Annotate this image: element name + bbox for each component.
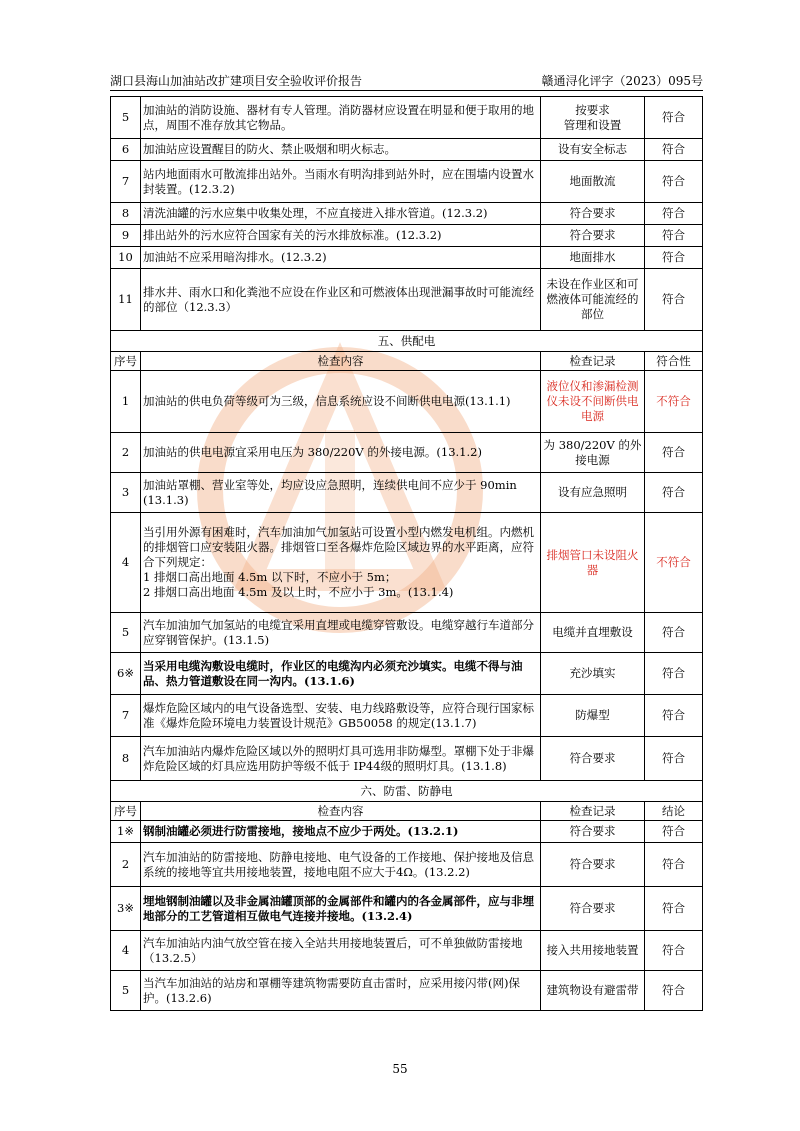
table-row	[111, 473, 703, 513]
table-row	[111, 225, 703, 247]
row-result: 符合	[645, 613, 703, 653]
row-content: 汽车加油站的防雷接地、防静电接地、电气设备的工作接地、保护接地及信息系统的接地等宜共用接地装置，接地电阻不应大于4Ω。(13.2.2)	[141, 843, 541, 887]
col-header-number: 序号	[111, 802, 141, 821]
section-title-power: 五、供配电	[111, 331, 703, 352]
report-number: 赣通浔化评字（2023）095号	[541, 74, 703, 88]
row-record: 建筑物设有避雷带	[541, 971, 645, 1011]
row-number: 3※	[111, 887, 141, 931]
col-header-content: 检查内容	[141, 352, 541, 371]
column-header-row	[111, 352, 703, 371]
table-row	[111, 203, 703, 225]
table-row	[111, 97, 703, 139]
row-content: 排出站外的污水应符合国家有关的污水排放标准。(12.3.2)	[141, 225, 541, 247]
report-title: 湖口县海山加油站改扩建项目安全验收评价报告	[110, 74, 363, 88]
row-content: 钢制油罐必须进行防雷接地，接地点不应少于两处。(13.2.1)	[141, 821, 541, 843]
table-row	[111, 513, 703, 613]
row-number: 1※	[111, 821, 141, 843]
row-content: 爆炸危险区域内的电气设备选型、安装、电力线路敷设等，应符合现行国家标准《爆炸危险环境电力装置设计规范》GB50058 的规定(13.1.7)	[141, 695, 541, 737]
row-content: 加油站应设置醒目的防火、禁止吸烟和明火标志。	[141, 139, 541, 161]
row-number: 2	[111, 433, 141, 473]
col-header-record: 检查记录	[541, 802, 645, 821]
row-record: 按要求 管理和设置	[541, 97, 645, 139]
row-record: 符合要求	[541, 225, 645, 247]
row-content: 站内地面雨水可散流排出站外。当雨水有明沟排到站外时，应在围墙内设置水封装置。(12.3.2)	[141, 161, 541, 203]
row-content: 汽车加油加气加氢站的电缆宜采用直埋或电缆穿管敷设。电缆穿越行车道部分应穿钢管保护。(13.1.5)	[141, 613, 541, 653]
col-header-conclusion: 结论	[645, 802, 703, 821]
row-number: 7	[111, 695, 141, 737]
col-header-result: 符合性	[645, 352, 703, 371]
table-row	[111, 139, 703, 161]
section-title-lightning: 六、防雷、防静电	[111, 781, 703, 802]
row-result: 符合	[645, 843, 703, 887]
table-row	[111, 653, 703, 695]
table-row	[111, 737, 703, 781]
row-content: 当采用电缆沟敷设电缆时，作业区的电缆沟内必须充沙填实。电缆不得与油品、热力管道敷设在同一沟内。(13.1.6)	[141, 653, 541, 695]
page-header	[110, 70, 703, 91]
row-content: 埋地钢制油罐以及非金属油罐顶部的金属部件和罐内的各金属部件，应与非埋地部分的工艺管道相互做电气连接并接地。(13.2.4)	[141, 887, 541, 931]
row-number: 10	[111, 247, 141, 269]
row-record: 为 380/220V 的外接电源	[541, 433, 645, 473]
column-header-row	[111, 802, 703, 821]
row-number: 5	[111, 97, 141, 139]
row-number: 4	[111, 931, 141, 971]
row-record: 符合要求	[541, 843, 645, 887]
row-content: 加油站的供电电源宜采用电压为 380/220V 的外接电源。(13.1.2)	[141, 433, 541, 473]
row-result: 符合	[645, 247, 703, 269]
row-record: 符合要求	[541, 887, 645, 931]
row-number: 5	[111, 613, 141, 653]
section-title-row	[111, 331, 703, 352]
row-record: 电缆并直埋敷设	[541, 613, 645, 653]
row-number: 8	[111, 203, 141, 225]
row-number: 8	[111, 737, 141, 781]
table-row	[111, 371, 703, 433]
col-header-record: 检查记录	[541, 352, 645, 371]
row-content: 清洗油罐的污水应集中收集处理，不应直接进入排水管道。(12.3.2)	[141, 203, 541, 225]
row-content: 加油站的供电负荷等级可为三级，信息系统应设不间断供电电源(13.1.1)	[141, 371, 541, 433]
row-number: 3	[111, 473, 141, 513]
row-content: 加油站不应采用暗沟排水。(12.3.2)	[141, 247, 541, 269]
table-row	[111, 971, 703, 1011]
row-number: 6	[111, 139, 141, 161]
row-record: 排烟管口未设阻火器	[541, 513, 645, 613]
table-row	[111, 821, 703, 843]
row-record: 液位仪和渗漏检测仪未设不间断供电电源	[541, 371, 645, 433]
row-content: 当汽车加油站的站房和罩棚等建筑物需要防直击雷时，应采用接闪带(网)保护。(13.2.6)	[141, 971, 541, 1011]
row-record: 设有安全标志	[541, 139, 645, 161]
row-content: 汽车加油站内油气放空管在接入全站共用接地装置后，可不单独做防雷接地（13.2.5）	[141, 931, 541, 971]
table-row	[111, 613, 703, 653]
row-result: 符合	[645, 653, 703, 695]
page-number: 55	[392, 1062, 408, 1076]
row-result: 符合	[645, 161, 703, 203]
row-record: 符合要求	[541, 821, 645, 843]
row-record: 未设在作业区和可燃液体可能流经的部位	[541, 269, 645, 331]
row-number: 2	[111, 843, 141, 887]
table-row	[111, 931, 703, 971]
row-record: 防爆型	[541, 695, 645, 737]
row-record: 符合要求	[541, 203, 645, 225]
col-header-number: 序号	[111, 352, 141, 371]
row-number: 6※	[111, 653, 141, 695]
row-record: 地面散流	[541, 161, 645, 203]
table-row	[111, 843, 703, 887]
row-result: 符合	[645, 473, 703, 513]
row-record: 接入共用接地装置	[541, 931, 645, 971]
row-result: 符合	[645, 931, 703, 971]
row-record: 地面排水	[541, 247, 645, 269]
row-result: 符合	[645, 971, 703, 1011]
table-row	[111, 161, 703, 203]
section-title-row	[111, 781, 703, 802]
row-result: 不符合	[645, 371, 703, 433]
row-content: 加油站的消防设施、器材有专人管理。消防器材应设置在明显和便于取用的地点，周围不准存放其它物品。	[141, 97, 541, 139]
table-row	[111, 433, 703, 473]
row-result: 不符合	[645, 513, 703, 613]
row-number: 9	[111, 225, 141, 247]
row-record: 设有应急照明	[541, 473, 645, 513]
table-row	[111, 269, 703, 331]
col-header-content: 检查内容	[141, 802, 541, 821]
row-result: 符合	[645, 821, 703, 843]
row-result: 符合	[645, 737, 703, 781]
row-number: 5	[111, 971, 141, 1011]
row-result: 符合	[645, 225, 703, 247]
row-content: 当引用外源有困难时，汽车加油加气加氢站可设置小型内燃发电机组。内燃机的排烟管口应安装阻火器。排烟管口至各爆炸危险区域边界的水平距离，应符合下列规定： 1 排烟口高出地面 4.5m 以下时，不应小于 5m； 2 排烟口高出地面 4.5m 及以上时，不应小于 3m。(13.1.4)	[141, 513, 541, 613]
row-result: 符合	[645, 433, 703, 473]
row-number: 7	[111, 161, 141, 203]
row-number: 4	[111, 513, 141, 613]
row-record: 符合要求	[541, 737, 645, 781]
row-content: 加油站罩棚、营业室等处，均应设应急照明，连续供电间不应少于 90min (13.1.3)	[141, 473, 541, 513]
row-result: 符合	[645, 97, 703, 139]
inspection-table	[110, 96, 703, 1011]
row-result: 符合	[645, 203, 703, 225]
table-row	[111, 695, 703, 737]
row-result: 符合	[645, 269, 703, 331]
row-number: 11	[111, 269, 141, 331]
row-content: 排水井、雨水口和化粪池不应设在作业区和可燃液体出现泄漏事故时可能流经的部位（12.3.3）	[141, 269, 541, 331]
row-result: 符合	[645, 887, 703, 931]
row-number: 1	[111, 371, 141, 433]
table-row	[111, 247, 703, 269]
row-result: 符合	[645, 695, 703, 737]
row-content: 汽车加油站内爆炸危险区域以外的照明灯具可选用非防爆型。罩棚下处于非爆炸危险区域的灯具应选用防护等级不低于 IP44级的照明灯具。(13.1.8)	[141, 737, 541, 781]
table-row	[111, 887, 703, 931]
row-result: 符合	[645, 139, 703, 161]
row-record: 充沙填实	[541, 653, 645, 695]
